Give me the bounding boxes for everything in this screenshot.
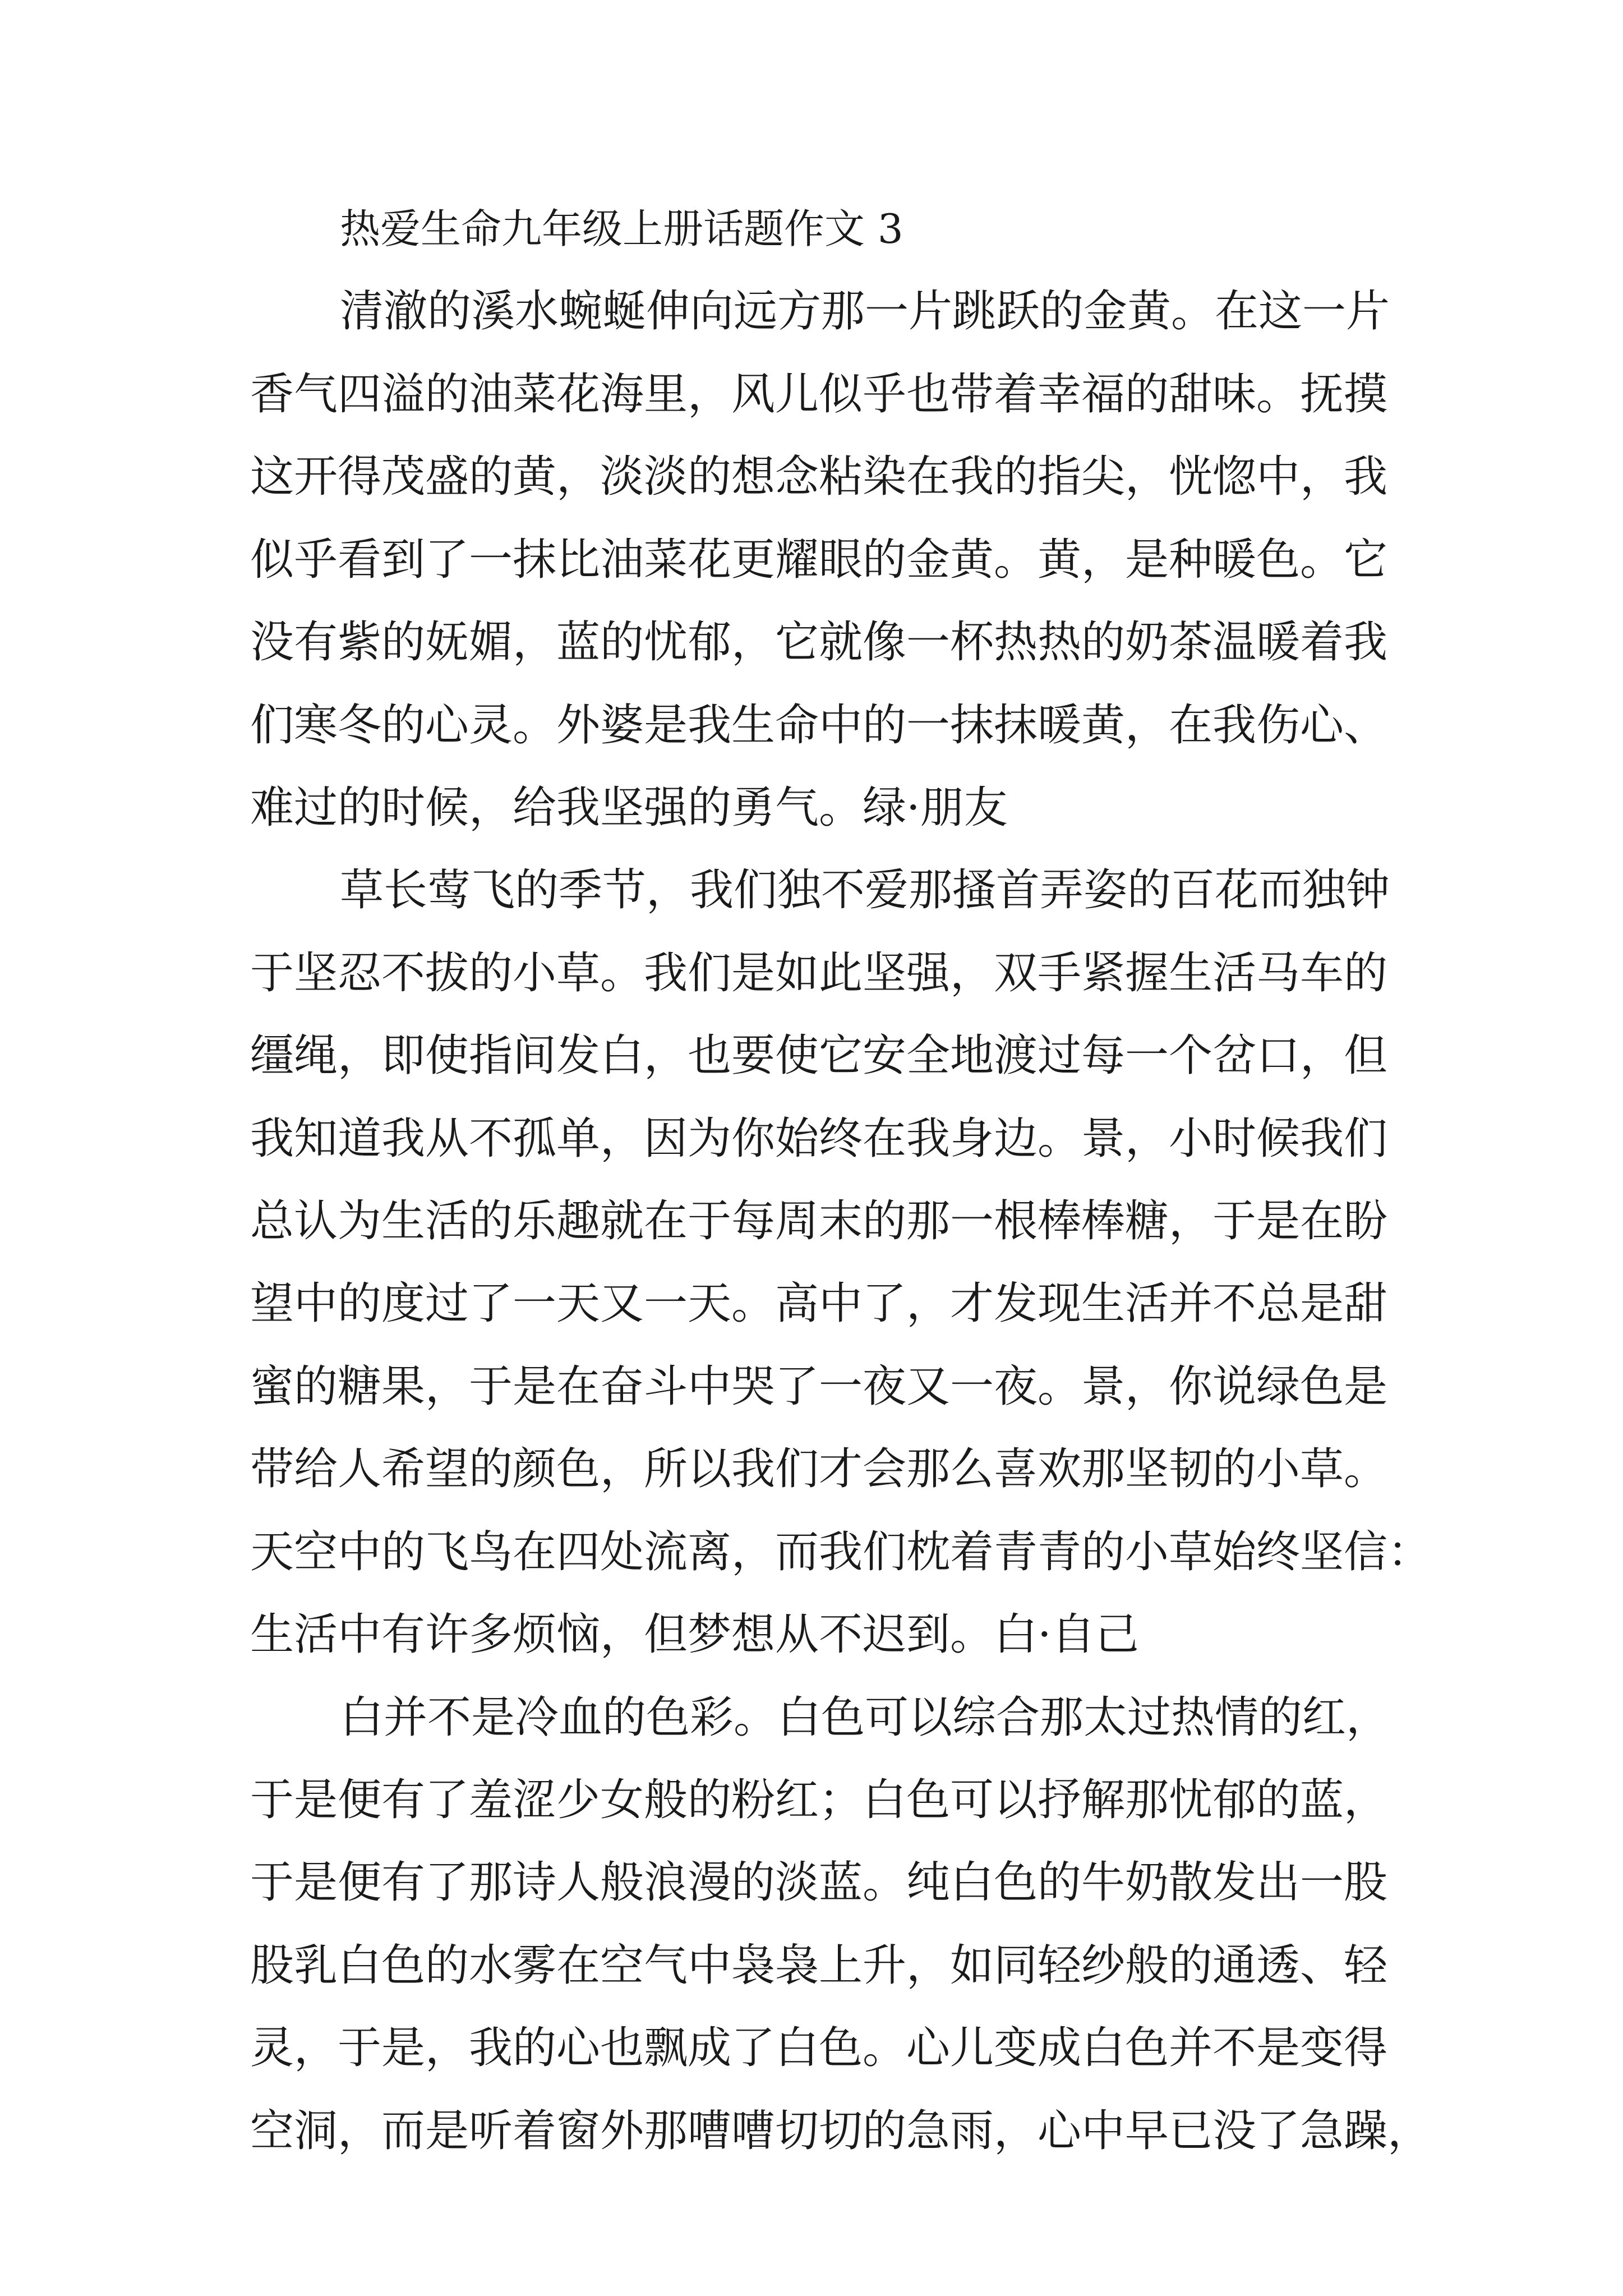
paragraph-line: 蜜的糖果，于是在奋斗中哭了一夜又一夜。景，你说绿色是 bbox=[250, 1361, 1388, 1412]
essay-title: 热爱生命九年级上册话题作文 3 bbox=[340, 205, 903, 252]
paragraph-line: 似乎看到了一抹比油菜花更耀眼的金黄。黄，是种暖色。它 bbox=[250, 535, 1388, 585]
paragraph-line: 望中的度过了一天又一天。高中了，才发现生活并不总是甜 bbox=[250, 1278, 1388, 1329]
paragraph-line: 空洞，而是听着窗外那嘈嘈切切的急雨，心中早已没了急躁， bbox=[250, 2106, 1432, 2156]
paragraph-line: 这开得茂盛的黄，淡淡的想念粘染在我的指尖，恍惚中，我 bbox=[250, 452, 1388, 502]
paragraph-line: 香气四溢的油菜花海里，风儿似乎也带着幸福的甜味。抚摸 bbox=[250, 369, 1388, 420]
paragraph-line: 总认为生活的乐趣就在于每周末的那一根棒棒糖，于是在盼 bbox=[250, 1196, 1388, 1246]
paragraph-line: 缰绳，即使指间发白，也要使它安全地渡过每一个岔口，但 bbox=[250, 1030, 1388, 1081]
paragraph-line: 灵，于是，我的心也飘成了白色。心儿变成白色并不是变得 bbox=[250, 2023, 1388, 2073]
paragraph-line: 于是便有了羞涩少女般的粉红；白色可以抒解那忧郁的蓝， bbox=[250, 1775, 1388, 1825]
paragraph-line: 生活中有许多烦恼，但梦想从不迟到。白·自己 bbox=[250, 1609, 1139, 1660]
paragraph-line: 于是便有了那诗人般浪漫的淡蓝。纯白色的牛奶散发出一股 bbox=[250, 1857, 1388, 1908]
paragraph-line: 草长莺飞的季节，我们独不爱那搔首弄姿的百花而独钟 bbox=[340, 865, 1390, 915]
paragraph-line: 于坚忍不拔的小草。我们是如此坚强，双手紧握生活马车的 bbox=[250, 948, 1388, 999]
paragraph-line: 天空中的飞鸟在四处流离，而我们枕着青青的小草始终坚信： bbox=[250, 1527, 1432, 1577]
paragraph-line: 清澈的溪水蜿蜒伸向远方那一片跳跃的金黄。在这一片 bbox=[340, 286, 1390, 337]
paragraph-line: 白并不是冷血的色彩。白色可以综合那太过热情的红， bbox=[340, 1692, 1390, 1743]
paragraph-line: 我知道我从不孤单，因为你始终在我身边。景，小时候我们 bbox=[250, 1114, 1388, 1164]
paragraph-line: 没有紫的妩媚，蓝的忧郁，它就像一杯热热的奶茶温暖着我 bbox=[250, 617, 1388, 668]
paragraph-line: 股乳白色的水雾在空气中袅袅上升，如同轻纱般的通透、轻 bbox=[250, 1940, 1388, 1991]
paragraph-line: 难过的时候，给我坚强的勇气。绿·朋友 bbox=[250, 783, 1008, 833]
paragraph-line: 带给人希望的颜色，所以我们才会那么喜欢那坚韧的小草。 bbox=[250, 1444, 1388, 1494]
paragraph-line: 们寒冬的心灵。外婆是我生命中的一抹抹暖黄，在我伤心、 bbox=[250, 700, 1388, 751]
